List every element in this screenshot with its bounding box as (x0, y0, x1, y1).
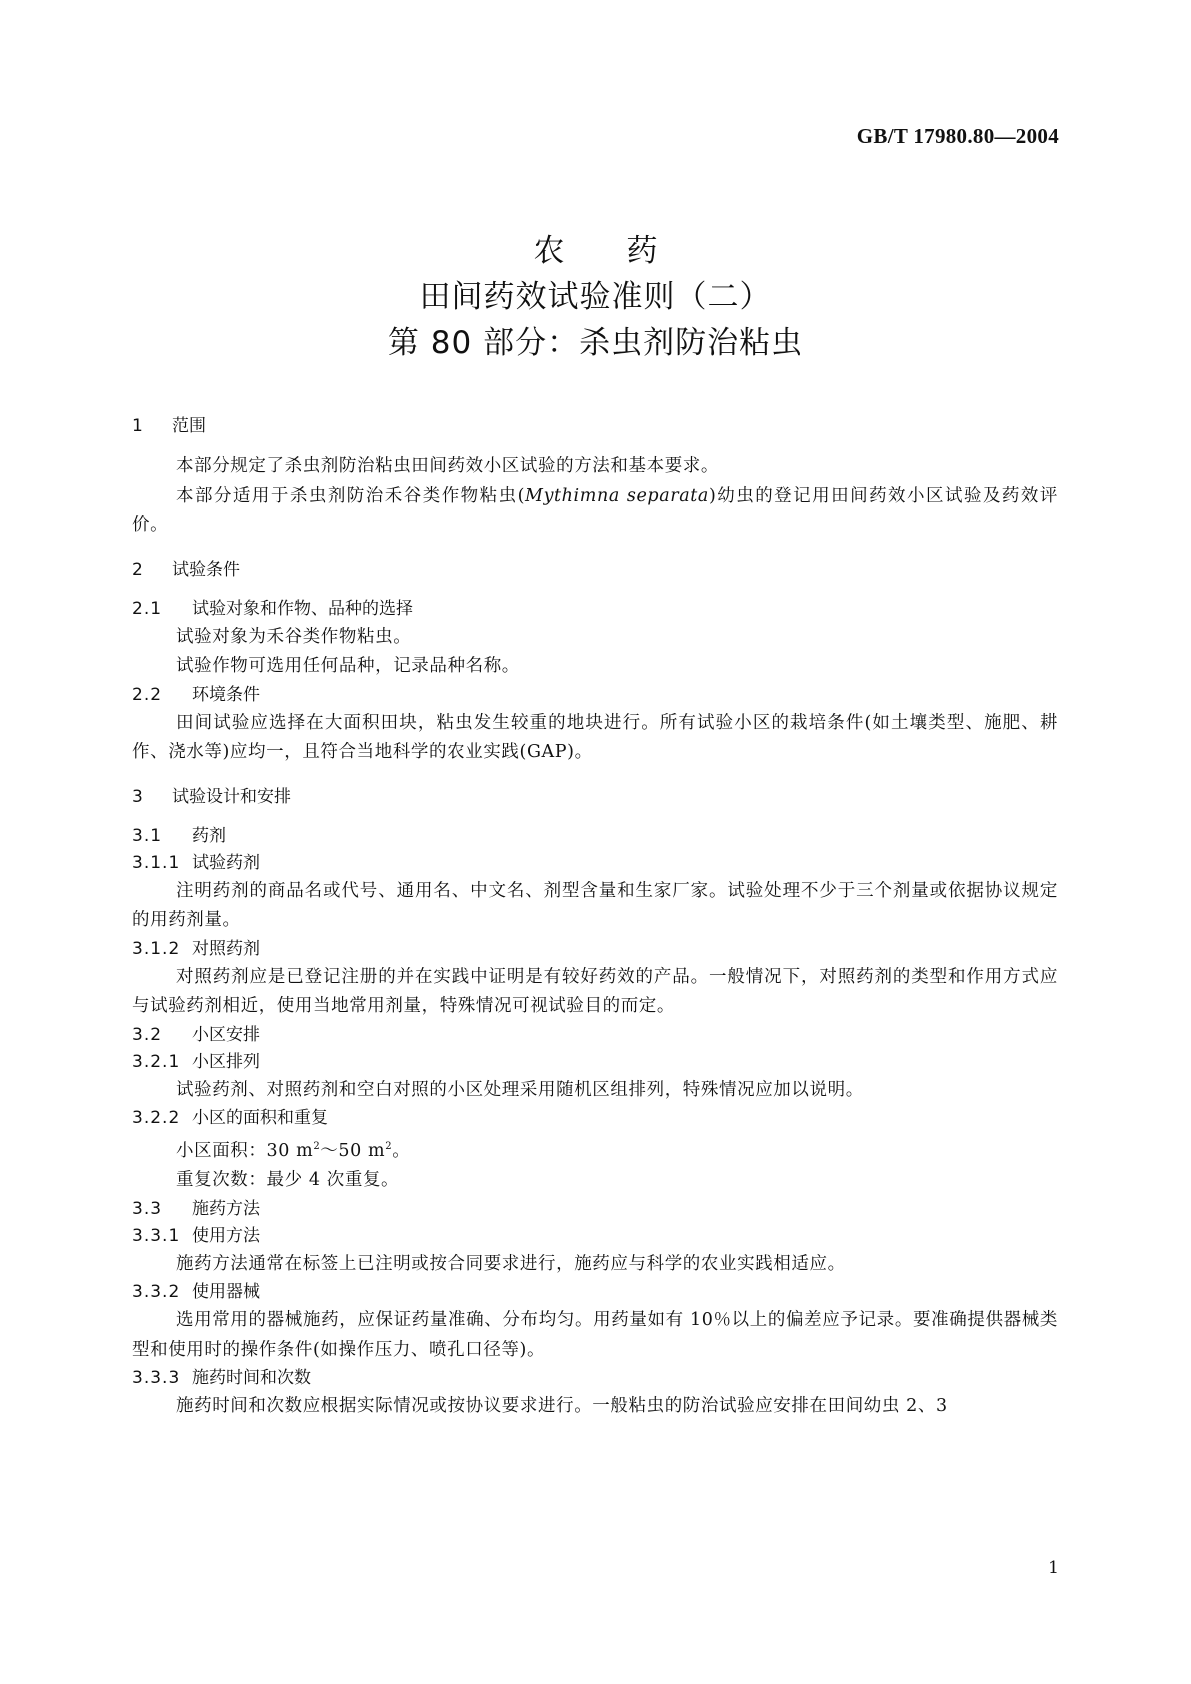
paragraph: 重复次数：最少 4 次重复。 (176, 1170, 400, 1191)
document-body (132, 413, 1058, 1422)
paragraph: 施药方法通常在标签上已注明或按合同要求进行，施药应与科学的农业实践相适应。 (176, 1253, 846, 1274)
section-number: 3.1 (132, 825, 163, 846)
section-title: 小区的面积和重复 (192, 1108, 328, 1128)
section-title: 对照药剂 (192, 938, 260, 959)
paragraph: 本部分规定了杀虫剂防治粘虫田间药效小区试验的方法和基本要求。 (176, 456, 719, 476)
section-number: 3.3 (132, 1198, 163, 1219)
section-3-2-1-heading (132, 1049, 1058, 1076)
paragraph: 本部分适用于杀虫剂防治禾谷类作物粘虫(Mythimna separata)幼虫的登记用田间药效小区试验及药效评价。 (132, 485, 1058, 535)
section-2-1-heading (132, 596, 1058, 623)
section-3-3-3-heading (132, 1365, 1058, 1392)
section-title: 使用方法 (192, 1225, 260, 1246)
superscript: 2 (385, 1141, 393, 1152)
section-number: 3.1.2 (132, 938, 181, 959)
section-number: 2.2 (132, 684, 163, 705)
section-number: 3.2.2 (132, 1108, 181, 1128)
section-title: 小区排列 (192, 1051, 260, 1072)
paragraph: 选用常用的器械施药，应保证药量准确、分布均匀。用药量如有 10％以上的偏差应予记录。要准确提供器械类型和使用时的操作条件(如操作压力、喷孔口径等)。 (132, 1310, 1058, 1360)
section-3-3-1-heading (132, 1223, 1058, 1250)
paragraph: 小区面积：30 $m^2\sim 50$ $m^2$。 (176, 1140, 411, 1161)
document-title (0, 228, 1191, 366)
section-3-2-heading (132, 1022, 1058, 1049)
title-line-2: 田间药效试验准则（二） (419, 279, 772, 315)
section-3-3-2-heading (132, 1279, 1058, 1306)
section-1-heading (132, 413, 1058, 440)
paragraph: 试验药剂、对照药剂和空白对照的小区处理采用随机区组排列，特殊情况应加以说明。 (176, 1079, 864, 1100)
section-3-1-1-heading (132, 850, 1058, 877)
section-title: 药剂 (192, 825, 226, 846)
latin-species-name: Mythimna separata (525, 485, 709, 506)
section-number: 1 (132, 416, 144, 436)
paragraph: 试验对象为禾谷类作物粘虫。 (176, 626, 412, 647)
section-3-2-2-heading (132, 1105, 1058, 1132)
title-line-3: 第 80 部分：杀虫剂防治粘虫 (387, 325, 804, 361)
section-2-heading (132, 557, 1058, 584)
section-title: 范围 (172, 416, 206, 436)
page-number: 1 (1048, 1558, 1059, 1578)
paragraph: 田间试验应选择在大面积田块，粘虫发生较重的地块进行。所有试验小区的栽培条件(如土壤类型、施肥、耕作、浇水等)应均一，且符合当地科学的农业实践(GAP)。 (132, 712, 1058, 762)
section-title: 环境条件 (192, 684, 260, 705)
title-line-1: 农药 (533, 233, 720, 269)
section-title: 试验设计和安排 (172, 786, 291, 807)
section-title: 施药方法 (192, 1198, 260, 1219)
section-3-1-heading (132, 823, 1058, 850)
paragraph: 试验作物可选用任何品种，记录品种名称。 (176, 656, 520, 676)
section-3-1-2-heading (132, 936, 1058, 963)
section-title: 试验药剂 (192, 852, 260, 873)
section-number: 3.3.1 (132, 1225, 181, 1246)
section-number: 3.3.3 (132, 1368, 181, 1389)
paragraph: 施药时间和次数应根据实际情况或按协议要求进行。一般粘虫的防治试验应安排在田间幼虫 2、3 (176, 1396, 948, 1417)
section-3-3-heading (132, 1196, 1058, 1223)
section-number: 3.3.2 (132, 1282, 181, 1303)
section-number: 3.1.1 (132, 852, 181, 873)
superscript: 2 (313, 1141, 321, 1152)
section-number: 2.1 (132, 598, 163, 619)
paragraph: 对照药剂应是已登记注册的并在实践中证明是有较好药效的产品。一般情况下，对照药剂的类型和作用方式应与试验药剂相近，使用当地常用剂量，特殊情况可视试验目的而定。 (132, 966, 1058, 1016)
paragraph: 注明药剂的商品名或代号、通用名、中文名、剂型含量和生家厂家。试验处理不少于三个剂量或依据协议规定的用药剂量。 (132, 880, 1058, 930)
section-title: 施药时间和次数 (192, 1368, 311, 1389)
section-title: 试验对象和作物、品种的选择 (192, 598, 413, 619)
section-title: 试验条件 (172, 559, 240, 580)
section-3-heading (132, 784, 1058, 811)
section-title: 使用器械 (192, 1282, 260, 1303)
section-number: 2 (132, 559, 144, 580)
section-2-2-heading (132, 682, 1058, 709)
section-number: 3.2 (132, 1024, 163, 1045)
section-number: 3.2.1 (132, 1051, 181, 1072)
section-number: 3 (132, 786, 144, 807)
standard-code: GB/T 17980.80—2004 (856, 124, 1059, 148)
section-title: 小区安排 (192, 1024, 260, 1045)
